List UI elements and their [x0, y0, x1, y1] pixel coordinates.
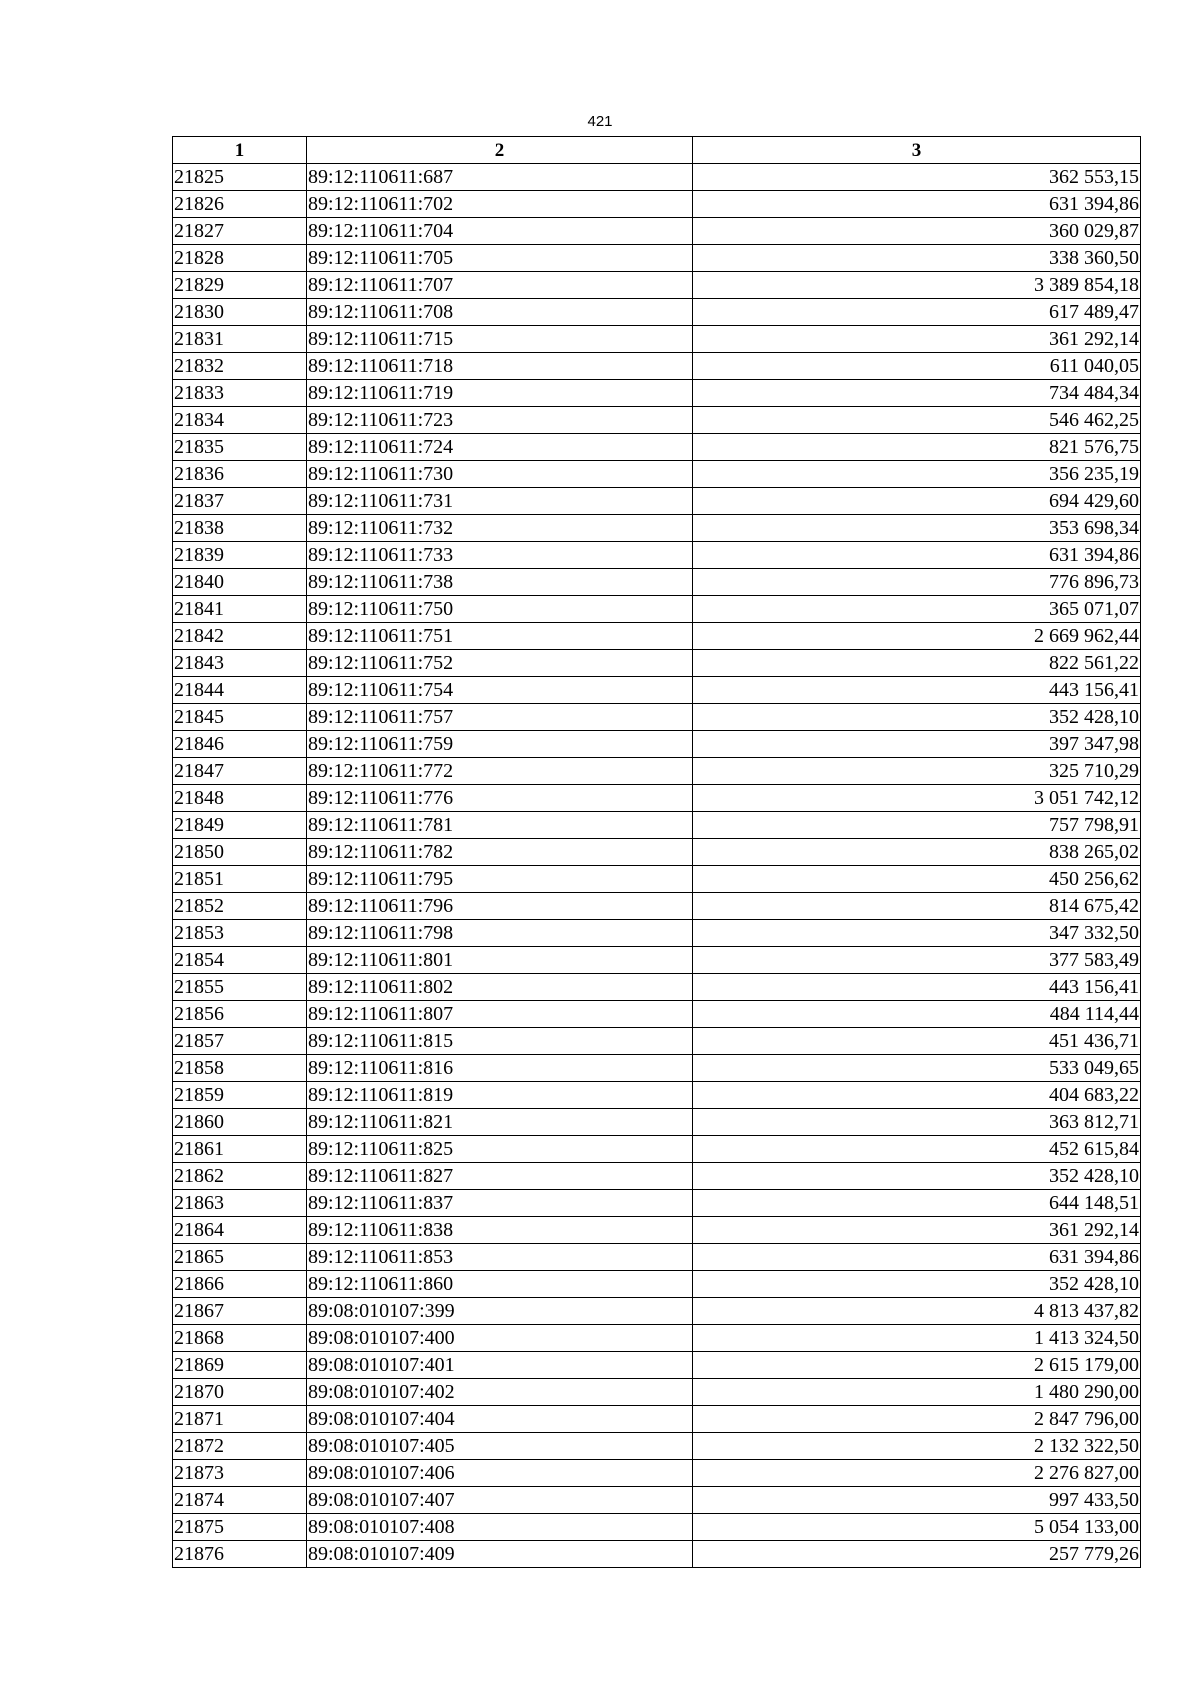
cadastral-value-cell: 694 429,60: [693, 488, 1141, 515]
cadastral-value-cell: 362 553,15: [693, 164, 1141, 191]
row-number-cell: 21843: [173, 650, 307, 677]
cadastral-value-cell: 821 576,75: [693, 434, 1141, 461]
cadastral-value-cell: 533 049,65: [693, 1055, 1141, 1082]
cadastral-value-cell: 2 132 322,50: [693, 1433, 1141, 1460]
cadastral-number-cell: 89:12:110611:704: [307, 218, 693, 245]
row-number-cell: 21859: [173, 1082, 307, 1109]
row-number-cell: 21831: [173, 326, 307, 353]
cadastral-number-cell: 89:12:110611:798: [307, 920, 693, 947]
table-row: [173, 434, 1141, 461]
table-row: [173, 893, 1141, 920]
cadastral-value-cell: 617 489,47: [693, 299, 1141, 326]
cadastral-number-cell: 89:12:110611:815: [307, 1028, 693, 1055]
cadastral-value-cell: 2 615 179,00: [693, 1352, 1141, 1379]
row-number-cell: 21838: [173, 515, 307, 542]
row-number-cell: 21868: [173, 1325, 307, 1352]
cadastral-number-cell: 89:12:110611:708: [307, 299, 693, 326]
table-row: [173, 1244, 1141, 1271]
row-number-cell: 21846: [173, 731, 307, 758]
cadastral-value-cell: 2 276 827,00: [693, 1460, 1141, 1487]
cadastral-number-cell: 89:12:110611:733: [307, 542, 693, 569]
table-row: [173, 1028, 1141, 1055]
header-row: [173, 137, 1141, 164]
cadastral-value-cell: 1 413 324,50: [693, 1325, 1141, 1352]
cadastral-number-cell: 89:12:110611:754: [307, 677, 693, 704]
table-row: [173, 1487, 1141, 1514]
row-number-cell: 21826: [173, 191, 307, 218]
table-row: [173, 839, 1141, 866]
cadastral-number-cell: 89:08:010107:406: [307, 1460, 693, 1487]
row-number-cell: 21830: [173, 299, 307, 326]
cadastral-number-cell: 89:08:010107:402: [307, 1379, 693, 1406]
cadastral-number-cell: 89:12:110611:702: [307, 191, 693, 218]
row-number-cell: 21829: [173, 272, 307, 299]
table-row: [173, 947, 1141, 974]
table-row: [173, 623, 1141, 650]
cadastral-value-cell: 450 256,62: [693, 866, 1141, 893]
table-row: [173, 1190, 1141, 1217]
table-row: [173, 1352, 1141, 1379]
cadastral-value-cell: 452 615,84: [693, 1136, 1141, 1163]
cadastral-number-cell: 89:12:110611:752: [307, 650, 693, 677]
cadastral-number-cell: 89:12:110611:732: [307, 515, 693, 542]
table-row: [173, 218, 1141, 245]
cadastral-number-cell: 89:12:110611:731: [307, 488, 693, 515]
cadastral-value-table: [172, 136, 1141, 1568]
row-number-cell: 21827: [173, 218, 307, 245]
page-number: 421: [587, 113, 613, 130]
cadastral-number-cell: 89:12:110611:757: [307, 704, 693, 731]
cadastral-number-cell: 89:08:010107:399: [307, 1298, 693, 1325]
cadastral-number-cell: 89:12:110611:819: [307, 1082, 693, 1109]
table-row: [173, 1109, 1141, 1136]
table-row: [173, 1217, 1141, 1244]
cadastral-value-cell: 1 480 290,00: [693, 1379, 1141, 1406]
row-number-cell: 21875: [173, 1514, 307, 1541]
row-number-cell: 21840: [173, 569, 307, 596]
table-row: [173, 191, 1141, 218]
cadastral-value-cell: 377 583,49: [693, 947, 1141, 974]
row-number-cell: 21836: [173, 461, 307, 488]
cadastral-number-cell: 89:08:010107:404: [307, 1406, 693, 1433]
table-row: [173, 569, 1141, 596]
row-number-cell: 21852: [173, 893, 307, 920]
table-row: [173, 596, 1141, 623]
row-number-cell: 21874: [173, 1487, 307, 1514]
cadastral-number-cell: 89:08:010107:401: [307, 1352, 693, 1379]
cadastral-value-cell: 734 484,34: [693, 380, 1141, 407]
row-number-cell: 21876: [173, 1541, 307, 1568]
cadastral-number-cell: 89:12:110611:750: [307, 596, 693, 623]
cadastral-number-cell: 89:12:110611:816: [307, 1055, 693, 1082]
row-number-cell: 21825: [173, 164, 307, 191]
table-row: [173, 1514, 1141, 1541]
row-number-cell: 21863: [173, 1190, 307, 1217]
table-row: [173, 758, 1141, 785]
cadastral-number-cell: 89:12:110611:772: [307, 758, 693, 785]
row-number-cell: 21866: [173, 1271, 307, 1298]
row-number-cell: 21839: [173, 542, 307, 569]
cadastral-number-cell: 89:12:110611:853: [307, 1244, 693, 1271]
table-row: [173, 1298, 1141, 1325]
cadastral-number-cell: 89:12:110611:715: [307, 326, 693, 353]
cadastral-value-cell: 611 040,05: [693, 353, 1141, 380]
cadastral-number-cell: 89:12:110611:801: [307, 947, 693, 974]
row-number-cell: 21869: [173, 1352, 307, 1379]
cadastral-value-cell: 443 156,41: [693, 974, 1141, 1001]
row-number-cell: 21853: [173, 920, 307, 947]
cadastral-number-cell: 89:08:010107:407: [307, 1487, 693, 1514]
cadastral-number-cell: 89:12:110611:759: [307, 731, 693, 758]
cadastral-value-cell: 443 156,41: [693, 677, 1141, 704]
cadastral-value-cell: 361 292,14: [693, 1217, 1141, 1244]
cadastral-value-cell: 363 812,71: [693, 1109, 1141, 1136]
cadastral-number-cell: 89:08:010107:408: [307, 1514, 693, 1541]
row-number-cell: 21847: [173, 758, 307, 785]
cadastral-number-cell: 89:12:110611:718: [307, 353, 693, 380]
row-number-cell: 21871: [173, 1406, 307, 1433]
cadastral-number-cell: 89:12:110611:807: [307, 1001, 693, 1028]
cadastral-value-cell: 3 389 854,18: [693, 272, 1141, 299]
cadastral-number-cell: 89:12:110611:795: [307, 866, 693, 893]
cadastral-value-cell: 3 051 742,12: [693, 785, 1141, 812]
cadastral-number-cell: 89:12:110611:837: [307, 1190, 693, 1217]
cadastral-number-cell: 89:12:110611:827: [307, 1163, 693, 1190]
row-number-cell: 21849: [173, 812, 307, 839]
cadastral-value-cell: 347 332,50: [693, 920, 1141, 947]
row-number-cell: 21862: [173, 1163, 307, 1190]
cadastral-value-cell: 257 779,26: [693, 1541, 1141, 1568]
cadastral-value-cell: 631 394,86: [693, 542, 1141, 569]
table-row: [173, 1082, 1141, 1109]
row-number-cell: 21850: [173, 839, 307, 866]
column-header-1: 1: [173, 137, 307, 164]
cadastral-value-cell: 814 675,42: [693, 893, 1141, 920]
row-number-cell: 21870: [173, 1379, 307, 1406]
cadastral-value-cell: 631 394,86: [693, 1244, 1141, 1271]
table-row: [173, 1001, 1141, 1028]
cadastral-number-cell: 89:12:110611:738: [307, 569, 693, 596]
row-number-cell: 21835: [173, 434, 307, 461]
cadastral-number-cell: 89:08:010107:405: [307, 1433, 693, 1460]
table-row: [173, 1541, 1141, 1568]
cadastral-number-cell: 89:12:110611:825: [307, 1136, 693, 1163]
row-number-cell: 21837: [173, 488, 307, 515]
table-row: [173, 1136, 1141, 1163]
cadastral-value-cell: 757 798,91: [693, 812, 1141, 839]
table-row: [173, 866, 1141, 893]
table-row: [173, 245, 1141, 272]
cadastral-number-cell: 89:12:110611:782: [307, 839, 693, 866]
table-row: [173, 515, 1141, 542]
cadastral-value-cell: 546 462,25: [693, 407, 1141, 434]
cadastral-value-cell: 352 428,10: [693, 1163, 1141, 1190]
row-number-cell: 21833: [173, 380, 307, 407]
cadastral-value-cell: 838 265,02: [693, 839, 1141, 866]
table-row: [173, 920, 1141, 947]
cadastral-value-cell: 352 428,10: [693, 704, 1141, 731]
cadastral-number-cell: 89:12:110611:838: [307, 1217, 693, 1244]
cadastral-value-cell: 404 683,22: [693, 1082, 1141, 1109]
table-row: [173, 488, 1141, 515]
table-body: [173, 164, 1141, 1568]
cadastral-value-cell: 325 710,29: [693, 758, 1141, 785]
cadastral-number-cell: 89:12:110611:860: [307, 1271, 693, 1298]
cadastral-value-cell: 644 148,51: [693, 1190, 1141, 1217]
cadastral-value-cell: 4 813 437,82: [693, 1298, 1141, 1325]
cadastral-number-cell: 89:12:110611:821: [307, 1109, 693, 1136]
cadastral-number-cell: 89:12:110611:730: [307, 461, 693, 488]
column-header-2: 2: [307, 137, 693, 164]
table-row: [173, 353, 1141, 380]
cadastral-value-cell: 397 347,98: [693, 731, 1141, 758]
cadastral-number-cell: 89:12:110611:796: [307, 893, 693, 920]
row-number-cell: 21857: [173, 1028, 307, 1055]
cadastral-value-cell: 822 561,22: [693, 650, 1141, 677]
row-number-cell: 21845: [173, 704, 307, 731]
table-row: [173, 1406, 1141, 1433]
cadastral-value-cell: 2 847 796,00: [693, 1406, 1141, 1433]
row-number-cell: 21841: [173, 596, 307, 623]
cadastral-value-cell: 338 360,50: [693, 245, 1141, 272]
row-number-cell: 21864: [173, 1217, 307, 1244]
row-number-cell: 21844: [173, 677, 307, 704]
table-row: [173, 1460, 1141, 1487]
cadastral-value-cell: 352 428,10: [693, 1271, 1141, 1298]
table-row: [173, 974, 1141, 1001]
table-row: [173, 1433, 1141, 1460]
cadastral-number-cell: 89:12:110611:724: [307, 434, 693, 461]
table-row: [173, 812, 1141, 839]
table-row: [173, 1325, 1141, 1352]
column-header-3: 3: [693, 137, 1141, 164]
cadastral-number-cell: 89:12:110611:687: [307, 164, 693, 191]
row-number-cell: 21834: [173, 407, 307, 434]
row-number-cell: 21872: [173, 1433, 307, 1460]
cadastral-value-cell: 631 394,86: [693, 191, 1141, 218]
table-row: [173, 380, 1141, 407]
table-row: [173, 272, 1141, 299]
cadastral-number-cell: 89:12:110611:723: [307, 407, 693, 434]
row-number-cell: 21828: [173, 245, 307, 272]
cadastral-number-cell: 89:12:110611:707: [307, 272, 693, 299]
cadastral-value-cell: 776 896,73: [693, 569, 1141, 596]
cadastral-value-cell: 361 292,14: [693, 326, 1141, 353]
cadastral-number-cell: 89:12:110611:751: [307, 623, 693, 650]
row-number-cell: 21865: [173, 1244, 307, 1271]
cadastral-value-cell: 451 436,71: [693, 1028, 1141, 1055]
cadastral-number-cell: 89:12:110611:719: [307, 380, 693, 407]
table-row: [173, 1055, 1141, 1082]
table-row: [173, 542, 1141, 569]
table-row: [173, 731, 1141, 758]
table-row: [173, 1271, 1141, 1298]
row-number-cell: 21854: [173, 947, 307, 974]
table-row: [173, 1379, 1141, 1406]
cadastral-value-cell: 356 235,19: [693, 461, 1141, 488]
row-number-cell: 21832: [173, 353, 307, 380]
table-row: [173, 704, 1141, 731]
cadastral-value-cell: 365 071,07: [693, 596, 1141, 623]
cadastral-number-cell: 89:12:110611:776: [307, 785, 693, 812]
table-row: [173, 164, 1141, 191]
cadastral-number-cell: 89:08:010107:409: [307, 1541, 693, 1568]
cadastral-value-cell: 353 698,34: [693, 515, 1141, 542]
table-row: [173, 650, 1141, 677]
table-row: [173, 677, 1141, 704]
cadastral-number-cell: 89:12:110611:802: [307, 974, 693, 1001]
row-number-cell: 21851: [173, 866, 307, 893]
row-number-cell: 21861: [173, 1136, 307, 1163]
row-number-cell: 21858: [173, 1055, 307, 1082]
row-number-cell: 21855: [173, 974, 307, 1001]
table-row: [173, 326, 1141, 353]
row-number-cell: 21856: [173, 1001, 307, 1028]
cadastral-number-cell: 89:12:110611:705: [307, 245, 693, 272]
row-number-cell: 21867: [173, 1298, 307, 1325]
table-row: [173, 299, 1141, 326]
cadastral-value-cell: 5 054 133,00: [693, 1514, 1141, 1541]
table-row: [173, 461, 1141, 488]
cadastral-number-cell: 89:12:110611:781: [307, 812, 693, 839]
row-number-cell: 21842: [173, 623, 307, 650]
cadastral-number-cell: 89:08:010107:400: [307, 1325, 693, 1352]
row-number-cell: 21848: [173, 785, 307, 812]
cadastral-value-cell: 997 433,50: [693, 1487, 1141, 1514]
cadastral-value-cell: 2 669 962,44: [693, 623, 1141, 650]
row-number-cell: 21860: [173, 1109, 307, 1136]
table-row: [173, 1163, 1141, 1190]
cadastral-value-cell: 360 029,87: [693, 218, 1141, 245]
table-row: [173, 785, 1141, 812]
table-row: [173, 407, 1141, 434]
row-number-cell: 21873: [173, 1460, 307, 1487]
cadastral-value-cell: 484 114,44: [693, 1001, 1141, 1028]
